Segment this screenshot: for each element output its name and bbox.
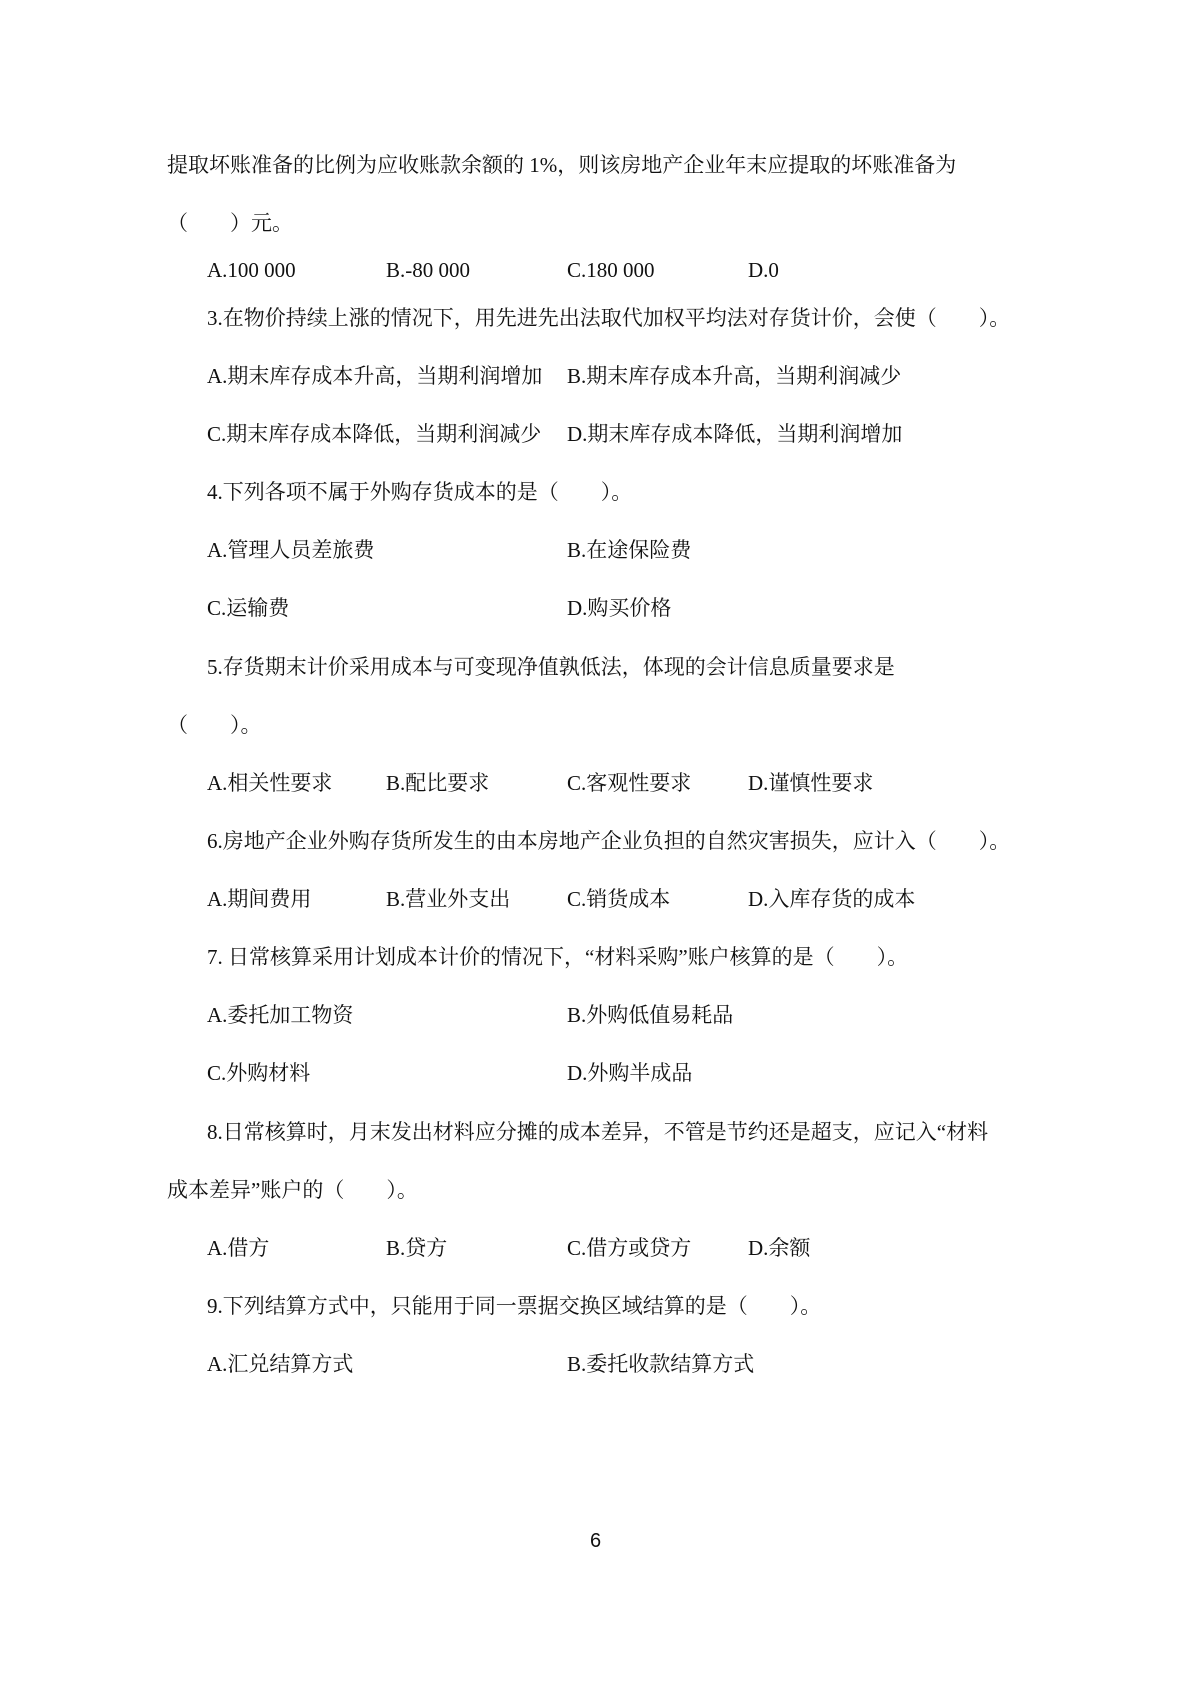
option-a: A.相关性要求	[207, 771, 333, 795]
option-c: C.180 000	[567, 258, 655, 282]
option-c: C.外购材料	[207, 1061, 311, 1085]
option-c: C.运输费	[207, 596, 290, 620]
question-text-line: 提取坏账准备的比例为应收账款余额的 1%，则该房地产企业年末应提取的坏账准备为	[167, 153, 957, 177]
question-4: 4.下列各项不属于外购存货成本的是（ ）。	[207, 480, 633, 504]
question-6: 6.房地产企业外购存货所发生的由本房地产企业负担的自然灾害损失，应计入（ ）。	[207, 829, 1011, 853]
question-7: 7. 日常核算采用计划成本计价的情况下，“材料采购”账户核算的是（ ）。	[207, 945, 909, 969]
option-d: D.余额	[748, 1236, 811, 1260]
option-a: A.期末库存成本升高，当期利润增加	[207, 364, 543, 388]
page-number: 6	[589, 1530, 602, 1552]
option-a: A.100 000	[207, 258, 296, 282]
option-c: C.客观性要求	[567, 771, 692, 795]
option-c: C.期末库存成本降低，当期利润减少	[207, 422, 542, 446]
option-a: A.借方	[207, 1236, 270, 1260]
option-b: B.委托收款结算方式	[567, 1352, 755, 1376]
option-b: B.营业外支出	[386, 887, 511, 911]
question-5: 5.存货期末计价采用成本与可变现净值孰低法，体现的会计信息质量要求是	[207, 655, 895, 679]
option-a: A.期间费用	[207, 887, 312, 911]
option-b: B.贷方	[386, 1236, 448, 1260]
option-b: B.期末库存成本升高，当期利润减少	[567, 364, 902, 388]
question-text-line: 成本差异”账户的（ ）。	[167, 1178, 418, 1202]
option-d: D.0	[748, 258, 779, 282]
option-a: A.汇兑结算方式	[207, 1352, 354, 1376]
option-a: A.管理人员差旅费	[207, 538, 375, 562]
option-a: A.委托加工物资	[207, 1003, 354, 1027]
option-b: B.外购低值易耗品	[567, 1003, 734, 1027]
option-b: B.在途保险费	[567, 538, 692, 562]
option-b: B.配比要求	[386, 771, 490, 795]
option-b: B.-80 000	[386, 258, 470, 282]
question-8: 8.日常核算时，月末发出材料应分摊的成本差异，不管是节约还是超支，应记入“材料	[207, 1120, 989, 1144]
question-9: 9.下列结算方式中，只能用于同一票据交换区域结算的是（ ）。	[207, 1294, 822, 1318]
question-3: 3.在物价持续上涨的情况下，用先进先出法取代加权平均法对存货计价，会使（ ）。	[207, 306, 1011, 330]
option-d: D.入库存货的成本	[748, 887, 916, 911]
question-text-line: （ ）。	[167, 713, 262, 737]
option-c: C.借方或贷方	[567, 1236, 692, 1260]
option-d: D.购买价格	[567, 596, 672, 620]
option-d: D.谨慎性要求	[748, 771, 874, 795]
option-c: C.销货成本	[567, 887, 671, 911]
question-text-line: （ ）元。	[167, 211, 293, 235]
option-d: D.期末库存成本降低，当期利润增加	[567, 422, 903, 446]
option-d: D.外购半成品	[567, 1061, 693, 1085]
